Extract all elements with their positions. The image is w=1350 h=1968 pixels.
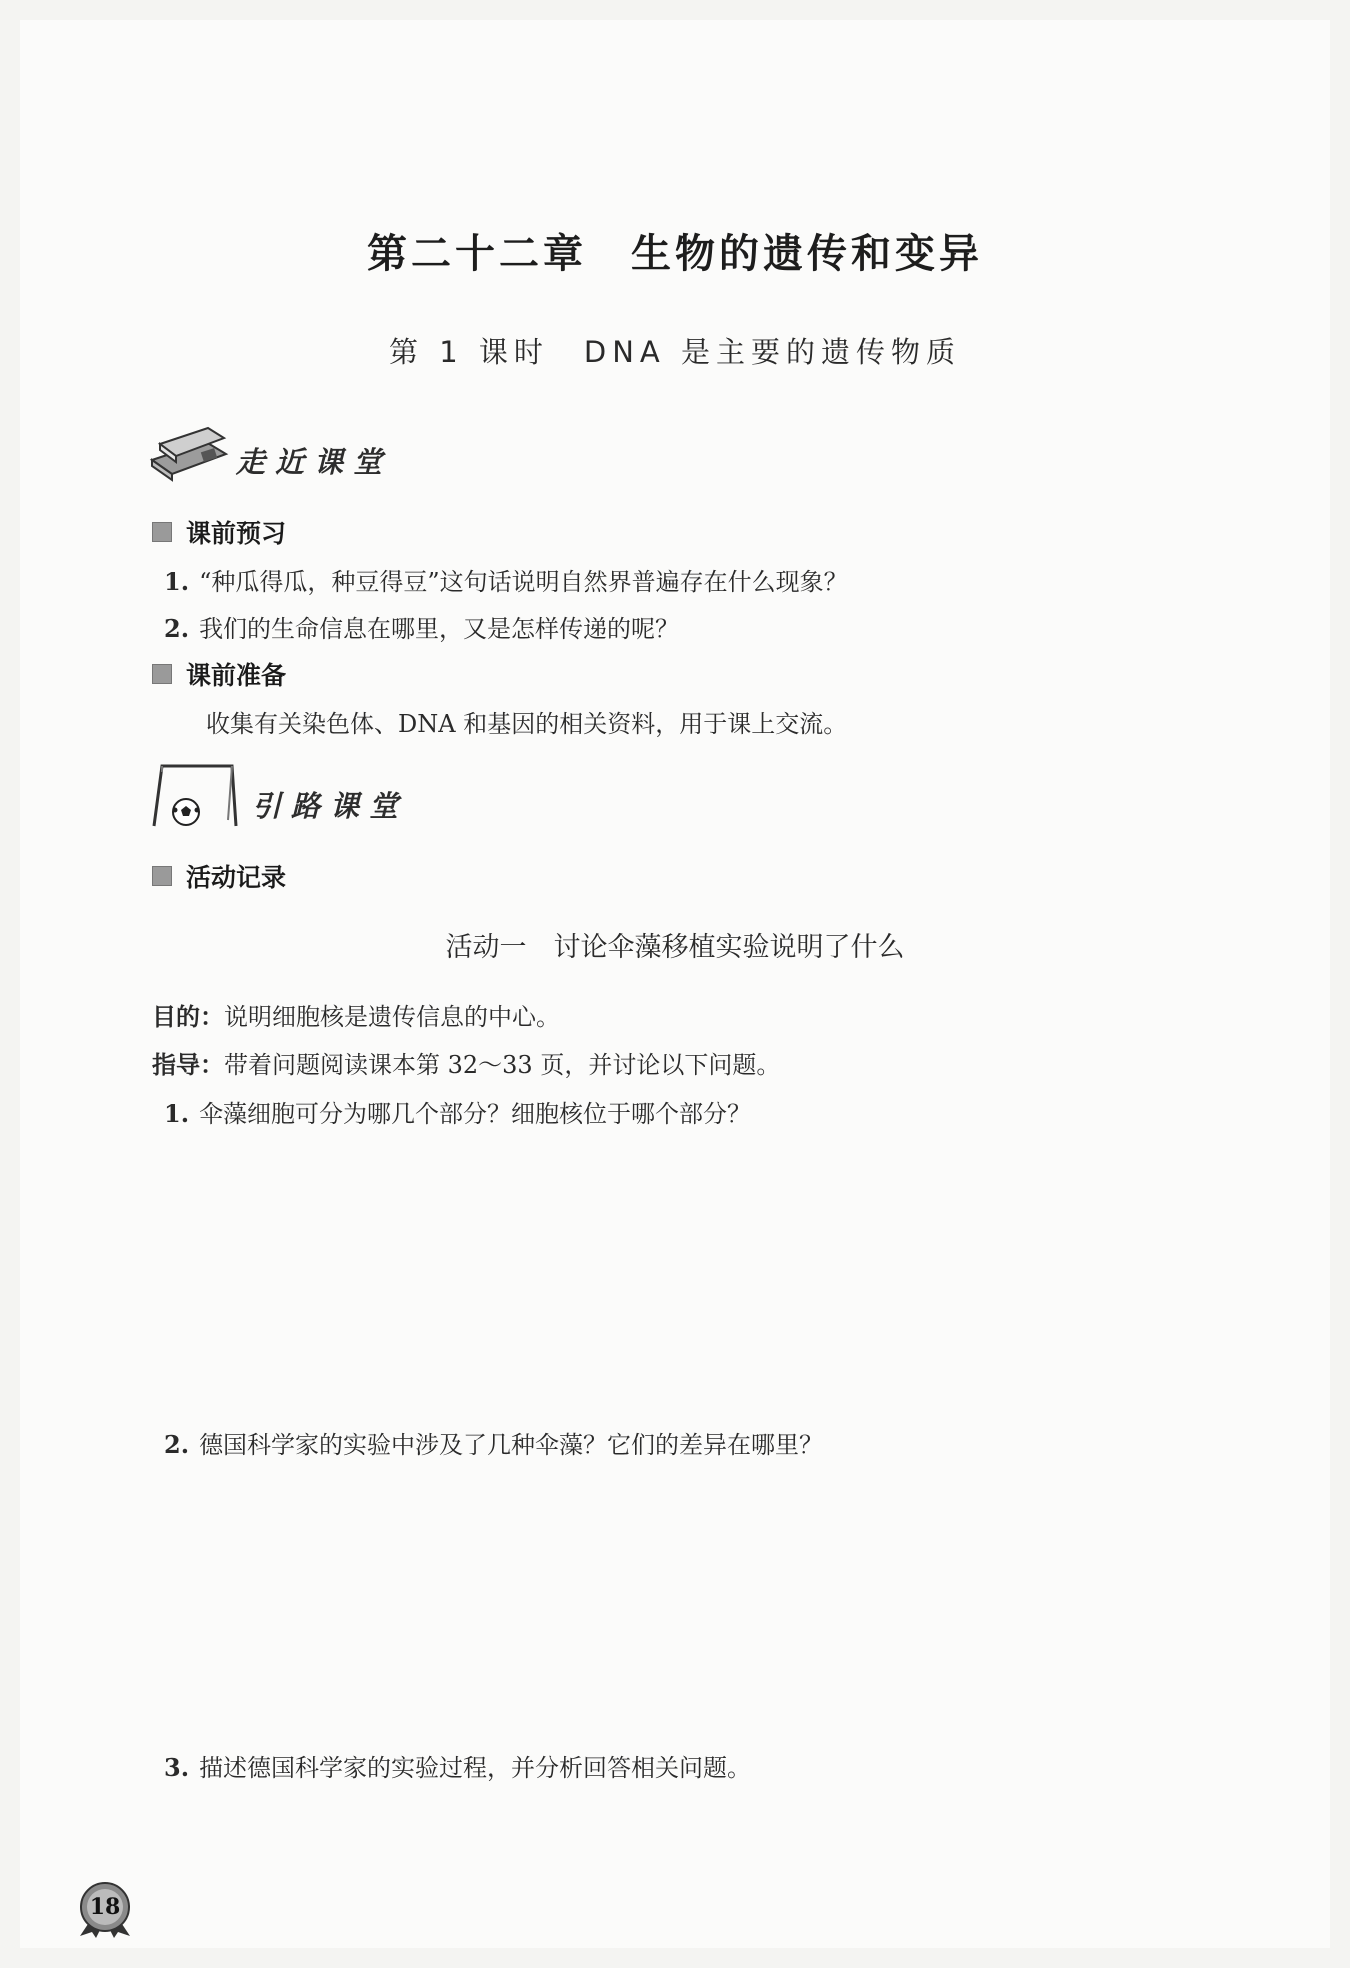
page-number: 18 <box>89 1894 121 1920</box>
purpose-label: 目的： <box>152 1003 224 1031</box>
section-banner-label: 走近课堂 <box>236 445 393 479</box>
square-bullet-icon <box>152 866 172 886</box>
preview-item: 1. “种瓜得瓜，种豆得豆”这句话说明自然界普遍存在什么现象？ <box>164 567 848 596</box>
prep-text: 收集有关染色体、DNA 和基因的相关资料，用于课上交流。 <box>206 710 848 738</box>
books-icon <box>146 420 230 482</box>
question-item: 3. 描述德国科学家的实验过程，并分析回答相关问题。 <box>164 1753 752 1782</box>
page <box>20 20 1330 1948</box>
preview-heading: 课前预习 <box>152 514 286 550</box>
guide-label: 指导： <box>152 1051 224 1079</box>
purpose-line: 目的：说明细胞核是遗传信息的中心。 <box>152 1003 560 1031</box>
prep-heading: 课前准备 <box>152 656 286 692</box>
section-banner-label: 引路课堂 <box>252 789 409 823</box>
preview-item: 2. 我们的生命信息在哪里，又是怎样传递的呢？ <box>164 614 680 643</box>
question-item: 2. 德国科学家的实验中涉及了几种伞藻？它们的差异在哪里？ <box>164 1430 824 1459</box>
guide-line: 指导：带着问题阅读课本第 32～33 页，并讨论以下问题。 <box>152 1051 781 1079</box>
chapter-title: 第二十二章 生物的遗传和变异 <box>367 231 983 277</box>
activity-title: 活动一 讨论伞藻移植实验说明了什么 <box>445 932 905 963</box>
page-number-badge <box>76 1880 134 1938</box>
question-item: 1. 伞藻细胞可分为哪几个部分？细胞核位于哪个部分？ <box>164 1099 752 1128</box>
record-heading: 活动记录 <box>152 858 286 894</box>
square-bullet-icon <box>152 522 172 542</box>
soccer-goal-icon <box>148 760 240 830</box>
lesson-title: 第 1 课时 DNA 是主要的遗传物质 <box>389 335 961 369</box>
square-bullet-icon <box>152 664 172 684</box>
